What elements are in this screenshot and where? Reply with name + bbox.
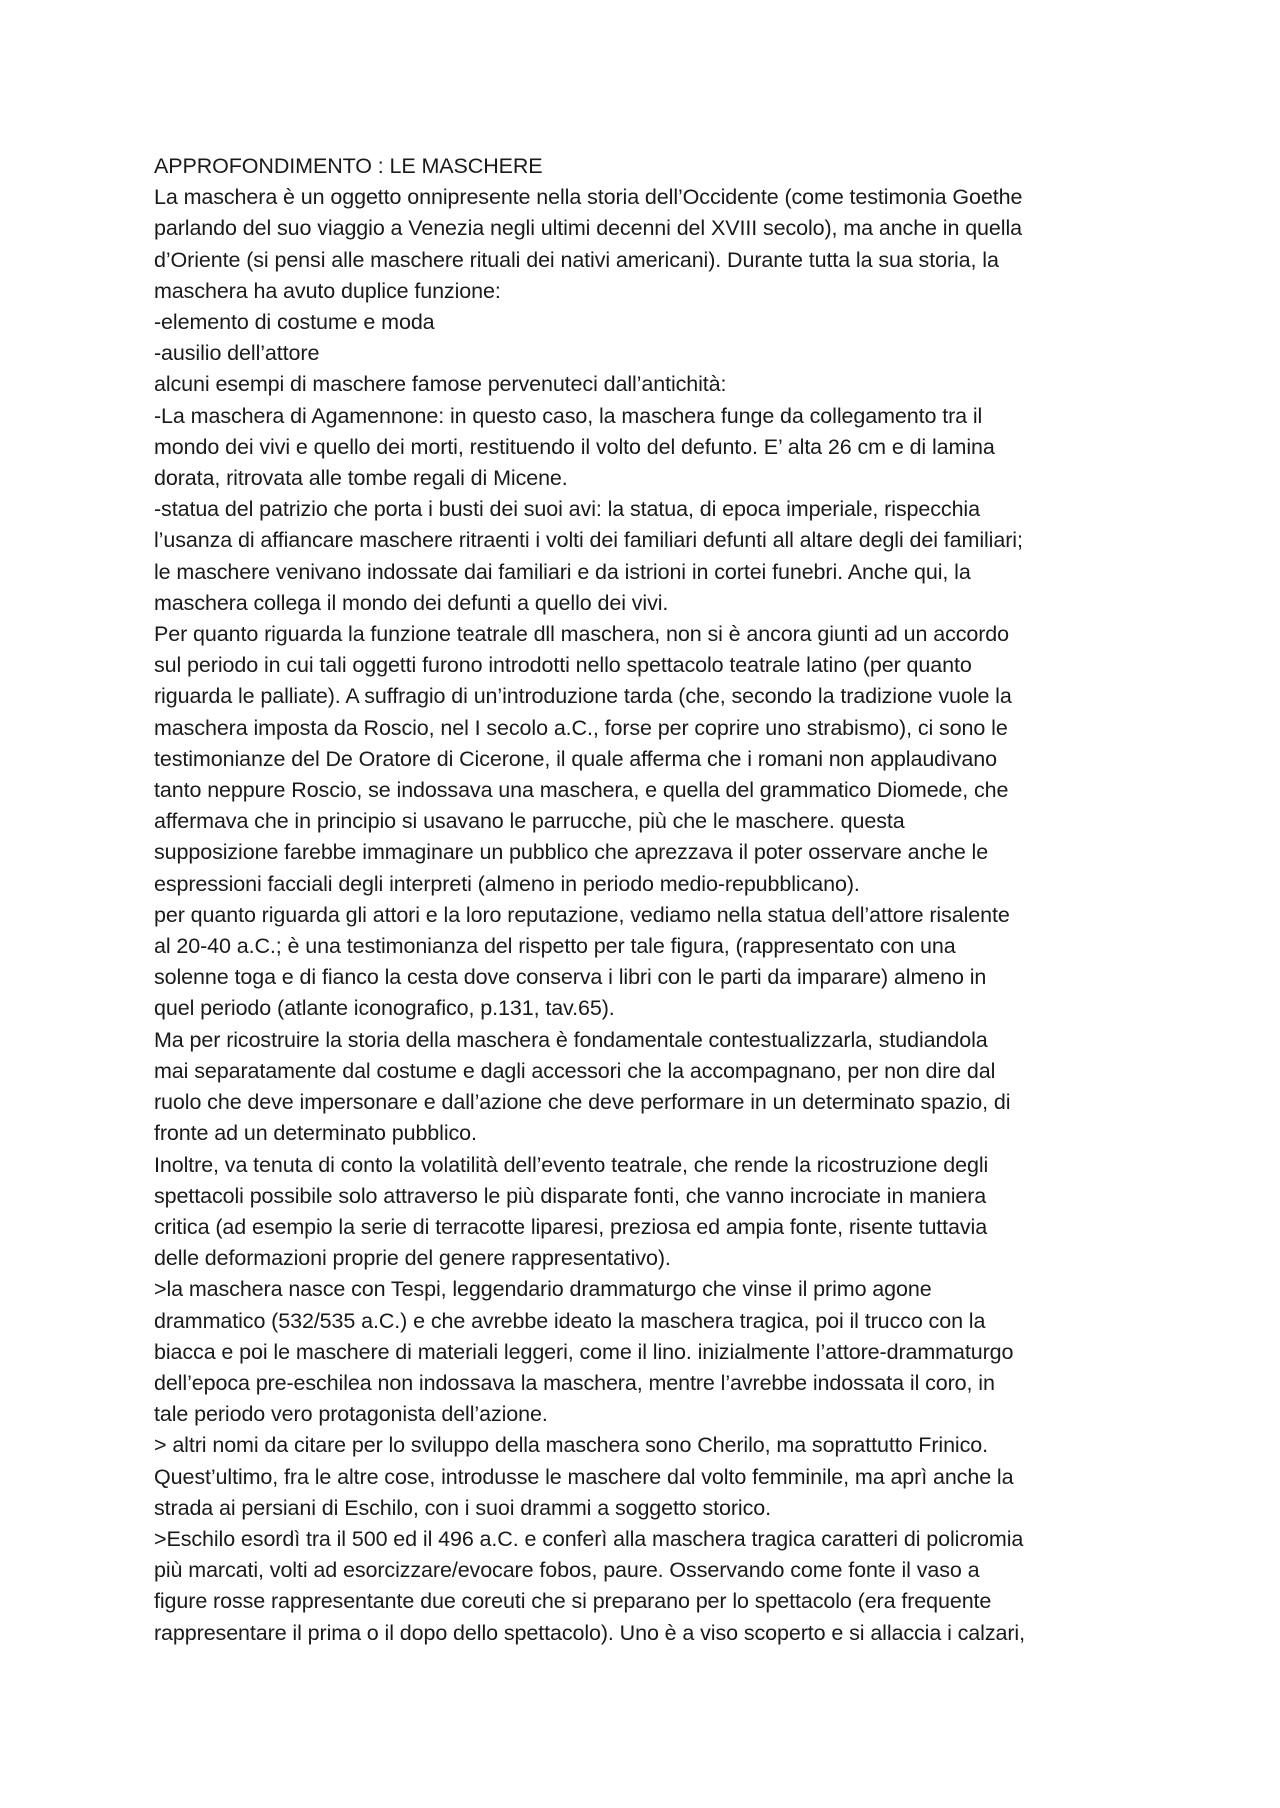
- text-line: Per quanto riguarda la funzione teatrale dll maschera, non si è ancora giunti ad un accordo: [154, 622, 1010, 647]
- text-line: -elemento di costume e moda: [154, 310, 435, 335]
- text-line: espressioni facciali degli interpreti (almeno in periodo medio-repubblicano).: [154, 871, 860, 896]
- text-line: mai separatamente dal costume e dagli accessori che la accompagnano, per non dire dal: [154, 1058, 996, 1083]
- text-line: -La maschera di Agamennone: in questo caso, la maschera funge da collegamento tra il: [154, 403, 983, 428]
- text-line: La maschera è un oggetto onnipresente nella storia dell’Occidente (come testimonia Goethe: [154, 185, 1023, 210]
- text-line: mondo dei vivi e quello dei morti, restituendo il volto del defunto. E’ alta 26 cm e di lamina: [154, 434, 995, 459]
- text-line: rappresentare il prima o il dopo dello spettacolo). Uno è a viso scoperto e si allaccia i calzari,: [154, 1620, 1025, 1645]
- text-line: parlando del suo viaggio a Venezia negli ultimi decenni del XVIII secolo), ma anche in quella: [154, 216, 1022, 241]
- text-line: tale periodo vero protagonista dell’azione.: [154, 1402, 548, 1427]
- text-line: critica (ad esempio la serie di terracotte liparesi, preziosa ed ampia fonte, risente tuttavia: [154, 1214, 988, 1239]
- text-line: più marcati, volti ad esorcizzare/evocare fobos, paure. Osservando come fonte il vaso a: [154, 1558, 980, 1583]
- text-line: le maschere venivano indossate dai familiari e da istrioni in cortei funebri. Anche qui, la: [154, 559, 971, 584]
- text-line: sul periodo in cui tali oggetti furono introdotti nello spettacolo teatrale latino (per quanto: [154, 653, 972, 678]
- text-line: per quanto riguarda gli attori e la loro reputazione, vediamo nella statua dell’attore risalente: [154, 902, 1010, 927]
- text-line: >la maschera nasce con Tespi, leggendario drammaturgo che vinse il primo agone: [154, 1277, 932, 1302]
- text-line: fronte ad un determinato pubblico.: [154, 1121, 477, 1146]
- text-line: alcuni esempi di maschere famose pervenuteci dall’antichità:: [154, 372, 727, 397]
- text-line: supposizione farebbe immaginare un pubblico che aprezzava il poter osservare anche le: [154, 840, 989, 865]
- text-line: dorata, ritrovata alle tombe regali di Micene.: [154, 466, 568, 491]
- text-line: Inoltre, va tenuta di conto la volatilità dell’evento teatrale, che rende la ricostruzione degli: [154, 1152, 989, 1177]
- document-body: [154, 182, 1144, 1649]
- text-line: maschera collega il mondo dei defunti a quello dei vivi.: [154, 590, 669, 615]
- text-line: figure rosse rappresentante due coreuti che si preparano per lo spettacolo (era frequente: [154, 1589, 992, 1614]
- text-line: tanto neppure Roscio, se indossava una maschera, e quella del grammatico Diomede, che: [154, 778, 1009, 803]
- text-line: riguarda le palliate). A suffragio di un’introduzione tarda (che, secondo la tradizione vuole la: [154, 684, 1012, 709]
- text-line: al 20-40 a.C.; è una testimonianza del rispetto per tale figura, (rappresentato con una: [154, 934, 956, 959]
- text-line: ruolo che deve impersonare e dall’azione che deve performare in un determinato spazio, di: [154, 1090, 1011, 1115]
- text-line: testimonianze del De Oratore di Cicerone, il quale afferma che i romani non applaudivano: [154, 746, 997, 771]
- text-line: > altri nomi da citare per lo sviluppo della maschera sono Cherilo, ma soprattutto Frinico.: [154, 1433, 988, 1458]
- document-page: [154, 151, 1144, 1649]
- text-line: strada ai persiani di Eschilo, con i suoi drammi a soggetto storico.: [154, 1495, 771, 1520]
- text-line: Ma per ricostruire la storia della maschera è fondamentale contestualizzarla, studiandola: [154, 1027, 988, 1052]
- text-line: dell’epoca pre-eschilea non indossava la maschera, mentre l’avrebbe indossata il coro, in: [154, 1370, 995, 1395]
- text-line: solenne toga e di fianco la cesta dove conserva i libri con le parti da imparare) almeno in: [154, 965, 987, 990]
- text-line: -ausilio dell’attore: [154, 341, 320, 366]
- text-line: Quest’ultimo, fra le altre cose, introdusse le maschere dal volto femminile, ma aprì anche la: [154, 1464, 1014, 1489]
- text-line: delle deformazioni proprie del genere rappresentativo).: [154, 1246, 671, 1271]
- text-line: maschera imposta da Roscio, nel I secolo a.C., forse per coprire uno strabismo), ci sono le: [154, 715, 1008, 740]
- document-title: APPROFONDIMENTO : LE MASCHERE: [154, 154, 543, 178]
- text-line: -statua del patrizio che porta i busti dei suoi avi: la statua, di epoca imperiale, rispecchia: [154, 497, 980, 522]
- text-line: affermava che in principio si usavano le parrucche, più che le maschere. questa: [154, 809, 905, 834]
- text-line: drammatico (532/535 a.C.) e che avrebbe ideato la maschera tragica, poi il trucco con la: [154, 1308, 986, 1333]
- text-line: d’Oriente (si pensi alle maschere rituali dei nativi americani). Durante tutta la sua storia, la: [154, 247, 999, 272]
- text-line: l’usanza di affiancare maschere ritraenti i volti dei familiari defunti all altare degli dei familiari;: [154, 528, 1023, 553]
- text-line: maschera ha avuto duplice funzione:: [154, 278, 501, 303]
- text-line: quel periodo (atlante iconografico, p.131, tav.65).: [154, 996, 615, 1021]
- text-line: biacca e poi le maschere di materiali leggeri, come il lino. inizialmente l’attore-drammaturgo: [154, 1339, 1014, 1364]
- text-line: >Eschilo esordì tra il 500 ed il 496 a.C. e conferì alla maschera tragica caratteri di policromia: [154, 1526, 1024, 1551]
- text-line: spettacoli possibile solo attraverso le più disparate fonti, che vanno incrociate in maniera: [154, 1183, 987, 1208]
